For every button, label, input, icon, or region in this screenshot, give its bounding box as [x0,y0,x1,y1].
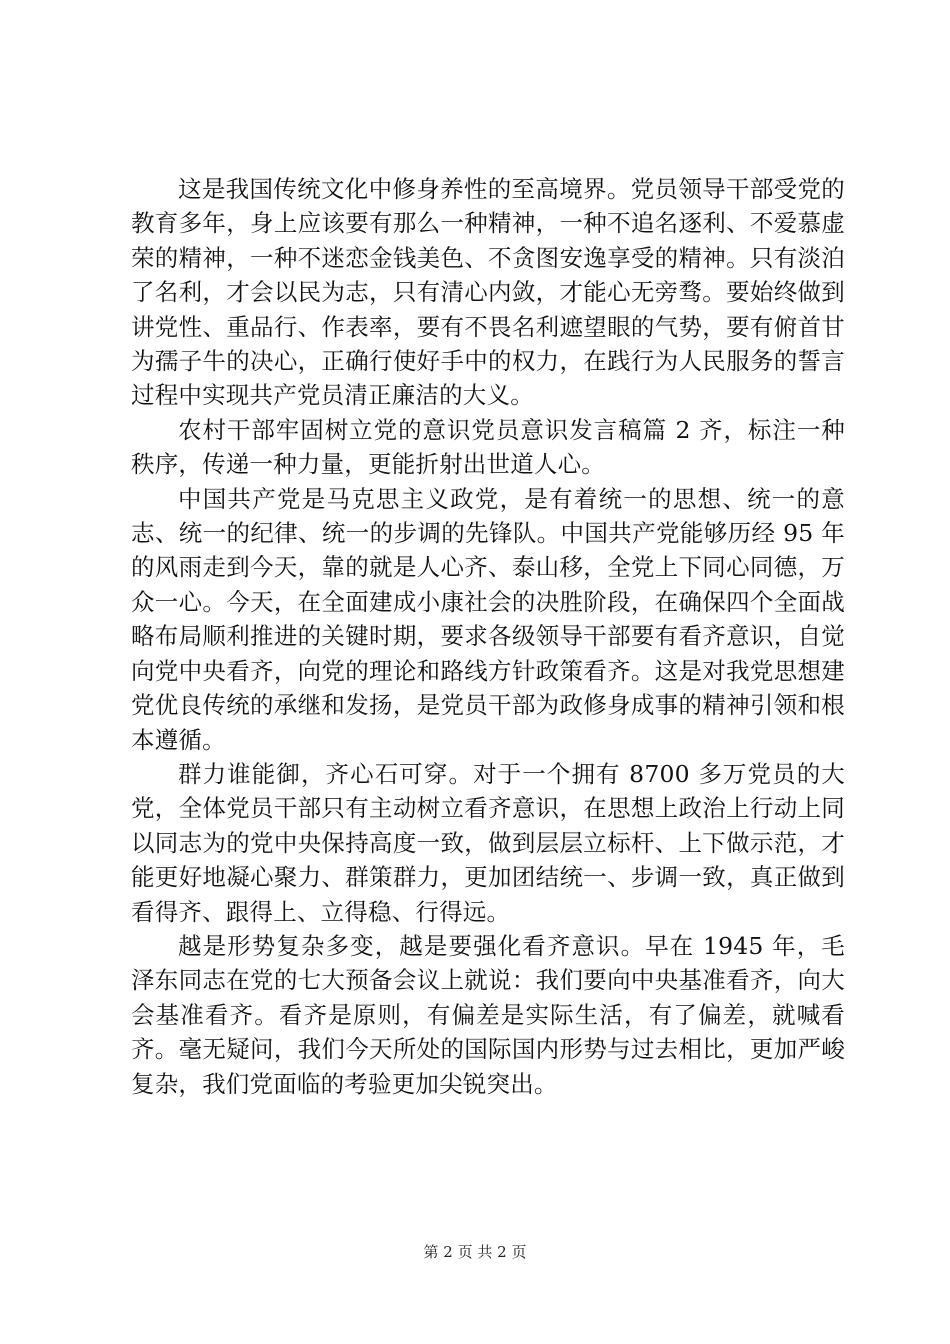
document-body [131,172,845,1101]
paragraph-4: 群力谁能御，齐心石可穿。对于一个拥有 8700 多万党员的大党，全体党员干部只有主动树立看齐意识，在思想上政治上行动上同以同志为的党中央保持高度一致，做到层层立标杆、上下做示范，才能更好地凝心聚力、群策群力，更加团结统一、步调一致，真正做到看得齐、跟得上、立得稳、行得远。 [131,759,845,926]
page-footer: 第 2 页 共 2 页 [423,1243,527,1261]
paragraph-5: 越是形势复杂多变，越是要强化看齐意识。早在 1945 年，毛泽东同志在党的七大预备会议上就说：我们要向中央基准看齐，向大会基准看齐。看齐是原则，有偏差是实际生活，有了偏差，就喊看齐。毫无疑问，我们今天所处的国际国内形势与过去相比，更加严峻复杂，我们党面临的考验更加尖锐突出。 [131,931,845,1098]
paragraph-3: 中国共产党是马克思主义政党，是有着统一的思想、统一的意志、统一的纪律、统一的步调的先锋队。中国共产党能够历经 95 年的风雨走到今天，靠的就是人心齐、泰山移，全党上下同心同德，万众一心。今天，在全面建成小康社会的决胜阶段，在确保四个全面战略布局顺利推进的关键时期，要求各级领导干部要有看齐意识，自觉向党中央看齐，向党的理论和路线方针政策看齐。这是对我党思想建党优良传统的承继和发扬，是党员干部为政修身成事的精神引领和根本遵循。 [131,484,845,754]
paragraph-1: 这是我国传统文化中修身养性的至高境界。党员领导干部受党的教育多年，身上应该要有那么一种精神，一种不追名逐利、不爱慕虚荣的精神，一种不迷恋金钱美色、不贪图安逸享受的精神。只有淡泊了名利，才会以民为志，只有清心内敛，才能心无旁骛。要始终做到讲党性、重品行、作表率，要有不畏名利遮望眼的气势，要有俯首甘为孺子牛的决心，正确行使好手中的权力，在践行为人民服务的誓言过程中实现共产党员清正廉洁的大义。 [131,175,845,410]
paragraph-2: 农村干部牢固树立党的意识党员意识发言稿篇 2 齐，标注一种秩序，传递一种力量，更能折射出世道人心。 [131,415,845,479]
